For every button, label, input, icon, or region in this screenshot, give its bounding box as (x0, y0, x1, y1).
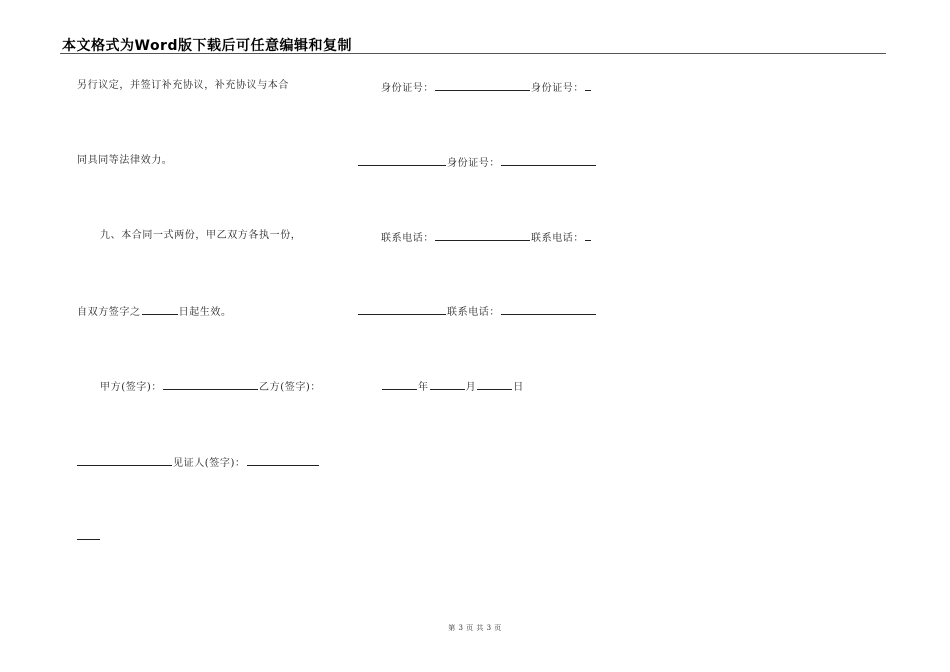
phone-blank-2[interactable] (501, 304, 596, 315)
witness-line (76, 455, 320, 470)
page-footer: 第 3 页 共 3 页 (448, 624, 502, 632)
left-line-3: 九、本合同一式两份，甲乙双方各执一份， (100, 230, 302, 241)
effective-text-suffix: 日起生效。 (178, 307, 232, 318)
id-blank-2[interactable] (501, 155, 596, 166)
left-line-1: 另行议定，并签订补充协议，补充协议与本合 (77, 80, 289, 91)
party-a-phone-label: 联系电话： (381, 233, 434, 244)
witness-sign-blank-cont[interactable] (77, 529, 100, 540)
party-b-sign-blank[interactable] (77, 455, 172, 466)
day-blank[interactable] (477, 379, 512, 390)
left-line-4 (77, 304, 232, 319)
phone-label-2: 联系电话： (447, 307, 500, 318)
party-b-phone-blank[interactable] (585, 230, 591, 241)
effective-text-prefix: 自双方签字之 (77, 307, 141, 318)
right-line-4 (357, 304, 597, 319)
left-line-2: 同具同等法律效力。 (77, 155, 173, 166)
party-b-phone-label: 联系电话： (531, 233, 584, 244)
party-b-phone-blank-cont[interactable] (358, 304, 446, 315)
witness-sign-blank[interactable] (247, 455, 319, 466)
party-a-sign-label: 甲方(签字)： (100, 382, 163, 393)
month-label: 月 (465, 382, 477, 393)
day-label: 日 (513, 382, 524, 393)
party-a-id-blank[interactable] (435, 80, 530, 91)
party-b-id-label: 身份证号： (531, 83, 584, 94)
document-header-title: 本文格式为Word版下载后可任意编辑和复制 (62, 38, 352, 54)
party-b-id-blank-cont[interactable] (358, 155, 446, 166)
party-b-id-blank[interactable] (585, 80, 591, 91)
witness-sign-label: 见证人(签字)： (173, 458, 246, 469)
party-a-sign-blank[interactable] (163, 379, 258, 390)
year-blank[interactable] (382, 379, 417, 390)
party-a-id-label: 身份证号： (381, 83, 434, 94)
year-label: 年 (418, 382, 429, 393)
witness-continuation (76, 529, 101, 544)
signature-line (100, 379, 321, 394)
right-line-3 (381, 230, 592, 245)
id-label-2: 身份证号： (447, 158, 500, 169)
party-a-phone-blank[interactable] (435, 230, 530, 241)
right-line-1 (381, 80, 592, 95)
month-blank[interactable] (430, 379, 465, 390)
party-b-sign-label: 乙方(签字)： (259, 382, 322, 393)
header-divider (60, 53, 886, 54)
date-line (381, 379, 524, 394)
right-line-2 (357, 155, 597, 170)
effective-days-blank[interactable] (142, 304, 178, 315)
